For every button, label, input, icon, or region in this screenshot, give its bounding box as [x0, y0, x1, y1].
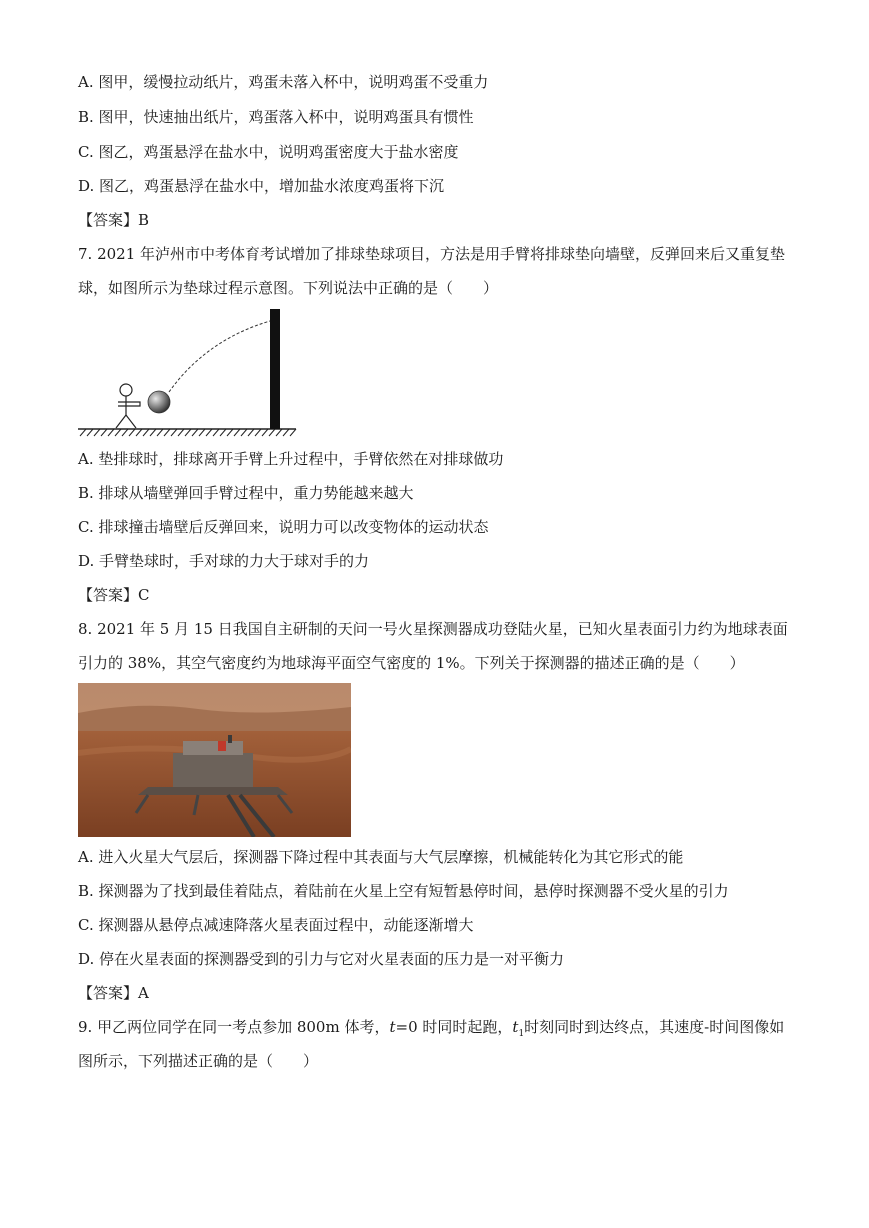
q7-answer: 【答案】C: [78, 586, 150, 604]
q9-var-t1: t: [512, 1018, 519, 1036]
q9-stem-part2: =0 时同时起跑，: [395, 1018, 513, 1036]
volleyball: [148, 391, 170, 413]
q9-stem-line1: [78, 1017, 784, 1044]
q9-subscript-1: 1: [518, 1029, 525, 1039]
q9-stem-part1: 9. 甲乙两位同学在同一考点参加 800m 体考，: [78, 1018, 390, 1036]
q9-stem-line2: 图所示，下列描述正确的是（ ）: [78, 1052, 319, 1070]
q7-option-b: B. 排球从墙壁弹回手臂过程中，重力势能越来越大: [78, 484, 414, 502]
person-figure: [116, 384, 140, 428]
q9-var-t: t: [389, 1018, 396, 1036]
q8-option-d: D. 停在火星表面的探测器受到的引力与它对火星表面的压力是一对平衡力: [78, 950, 565, 968]
q7-option-c: C. 排球撞击墙壁后反弹回来，说明力可以改变物体的运动状态: [78, 518, 489, 536]
q6-option-c: C. 图乙，鸡蛋悬浮在盐水中，说明鸡蛋密度大于盐水密度: [78, 143, 459, 161]
q6-option-b: B. 图甲，快速抽出纸片，鸡蛋落入杯中，说明鸡蛋具有惯性: [78, 108, 474, 126]
q7-stem-line1: 7. 2021 年泸州市中考体育考试增加了排球垫球项目，方法是用手臂将排球垫向墙壁，反弹回来后又重复垫: [78, 245, 786, 263]
volleyball-diagram: [76, 305, 300, 440]
q7-option-a: A. 垫排球时，排球离开手臂上升过程中，手臂依然在对排球做功: [78, 450, 504, 468]
ball-trajectory: [169, 321, 270, 392]
ground-hatching: [80, 429, 296, 436]
q6-option-d: D. 图乙，鸡蛋悬浮在盐水中，增加盐水浓度鸡蛋将下沉: [78, 177, 445, 195]
q7-stem-line2: 球，如图所示为垫球过程示意图。下列说法中正确的是（ ）: [78, 279, 499, 297]
mars-lander-photo: [78, 683, 351, 837]
q9-stem-part3: 时刻同时到达终点，其速度-时间图像如: [524, 1018, 785, 1036]
q8-stem-line1: 8. 2021 年 5 月 15 日我国自主研制的天问一号火星探测器成功登陆火星，已知火星表面引力约为地球表面: [78, 620, 788, 638]
q8-option-a: A. 进入火星大气层后，探测器下降过程中其表面与大气层摩擦，机械能转化为其它形式的能: [78, 848, 684, 866]
q8-option-c: C. 探测器从悬停点减速降落火星表面过程中，动能逐渐增大: [78, 916, 474, 934]
q7-option-d: D. 手臂垫球时，手对球的力大于球对手的力: [78, 552, 370, 570]
q8-stem-line2: 引力的 38%，其空气密度约为地球海平面空气密度的 1%。下列关于探测器的描述正确的是（ ）: [78, 654, 745, 672]
q8-option-b: B. 探测器为了找到最佳着陆点，着陆前在火星上空有短暂悬停时间，悬停时探测器不受火星的引力: [78, 882, 729, 900]
q6-answer: 【答案】B: [78, 211, 150, 229]
q8-answer: 【答案】A: [78, 984, 149, 1002]
q6-option-a: A. 图甲，缓慢拉动纸片，鸡蛋未落入杯中，说明鸡蛋不受重力: [78, 73, 489, 91]
wall: [270, 309, 280, 429]
